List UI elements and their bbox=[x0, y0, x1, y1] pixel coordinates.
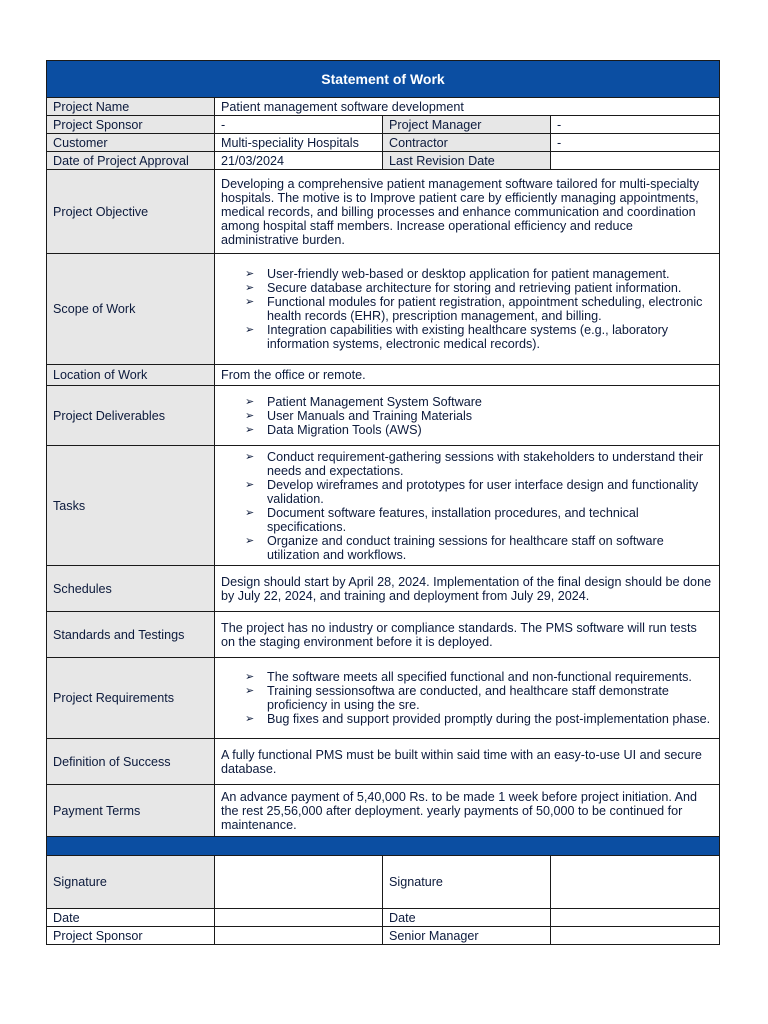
list-item: ➢ Patient Management System Software bbox=[267, 395, 713, 409]
document-title: Statement of Work bbox=[47, 61, 720, 98]
project-manager-label: Project Manager bbox=[383, 116, 551, 134]
objective-label: Project Objective bbox=[47, 170, 215, 254]
signature-field-right[interactable] bbox=[551, 856, 720, 909]
project-name-label: Project Name bbox=[47, 98, 215, 116]
tasks-label: Tasks bbox=[47, 446, 215, 566]
list-item: ➢ Document software features, installation procedures, and technical specifications. bbox=[267, 506, 713, 534]
date-label-right: Date bbox=[383, 909, 551, 927]
location-label: Location of Work bbox=[47, 365, 215, 386]
list-item: ➢ User-friendly web-based or desktop application for patient management. bbox=[267, 267, 713, 281]
date-label-left: Date bbox=[47, 909, 215, 927]
schedules-text: Design should start by April 28, 2024. Implementation of the final design should be done by July 22, 2024, and training and deployment from July 29, 2024. bbox=[215, 566, 720, 612]
standards-label: Standards and Testings bbox=[47, 612, 215, 658]
list-item: ➢ Data Migration Tools (AWS) bbox=[267, 423, 713, 437]
role-field-left[interactable] bbox=[215, 927, 383, 945]
list-item: ➢ Organize and conduct training sessions for healthcare staff on software utilization and workflows. bbox=[267, 534, 713, 562]
last-revision-label: Last Revision Date bbox=[383, 152, 551, 170]
contractor-value: - bbox=[551, 134, 720, 152]
signature-label-left: Signature bbox=[47, 856, 215, 909]
list-item: ➢ Functional modules for patient registration, appointment scheduling, electronic health records (EHR), prescription management, and billing. bbox=[267, 295, 713, 323]
last-revision-value bbox=[551, 152, 720, 170]
approval-date-value: 21/03/2024 bbox=[215, 152, 383, 170]
success-text: A fully functional PMS must be built within said time with an easy-to-use UI and secure database. bbox=[215, 739, 720, 785]
objective-text: Developing a comprehensive patient management software tailored for multi-specialty hospitals. The motive is to Improve patient care by efficiently managing appointments, medical records, and billing processes and enhance communication and coordination among hospital staff members. Increase operational efficiency and reduce administrative burden. bbox=[215, 170, 720, 254]
payment-label: Payment Terms bbox=[47, 785, 215, 837]
project-sponsor-value: - bbox=[215, 116, 383, 134]
project-manager-value: - bbox=[551, 116, 720, 134]
date-field-left[interactable] bbox=[215, 909, 383, 927]
project-name-value: Patient management software development bbox=[215, 98, 720, 116]
tasks-list bbox=[221, 450, 713, 562]
list-item: ➢ Conduct requirement-gathering sessions with stakeholders to understand their needs and expectations. bbox=[267, 450, 713, 478]
payment-text: An advance payment of 5,40,000 Rs. to be made 1 week before project initiation. And the rest 25,56,000 after deployment. yearly payments of 50,000 to be continued for maintenance. bbox=[215, 785, 720, 837]
customer-label: Customer bbox=[47, 134, 215, 152]
approval-date-label: Date of Project Approval bbox=[47, 152, 215, 170]
success-label: Definition of Success bbox=[47, 739, 215, 785]
list-item: ➢ Bug fixes and support provided promptly during the post-implementation phase. bbox=[267, 712, 713, 726]
statement-of-work-table bbox=[46, 60, 720, 945]
date-field-right[interactable] bbox=[551, 909, 720, 927]
role-label-right: Senior Manager bbox=[383, 927, 551, 945]
role-field-right[interactable] bbox=[551, 927, 720, 945]
deliverables-label: Project Deliverables bbox=[47, 386, 215, 446]
requirements-label: Project Requirements bbox=[47, 658, 215, 739]
customer-value: Multi-speciality Hospitals bbox=[215, 134, 383, 152]
list-item: ➢ Training sessionsoftwa are conducted, and healthcare staff demonstrate proficiency in using the sre. bbox=[267, 684, 713, 712]
section-divider-bar bbox=[47, 837, 720, 856]
schedules-label: Schedules bbox=[47, 566, 215, 612]
contractor-label: Contractor bbox=[383, 134, 551, 152]
deliverables-list bbox=[221, 395, 713, 437]
signature-field-left[interactable] bbox=[215, 856, 383, 909]
list-item: ➢ Integration capabilities with existing healthcare systems (e.g., laboratory information systems, electronic medical records). bbox=[267, 323, 713, 351]
standards-text: The project has no industry or compliance standards. The PMS software will run tests on the staging environment before it is deployed. bbox=[215, 612, 720, 658]
list-item: ➢ Develop wireframes and prototypes for user interface design and functionality validation. bbox=[267, 478, 713, 506]
location-value: From the office or remote. bbox=[215, 365, 720, 386]
scope-list bbox=[221, 267, 713, 351]
role-label-left: Project Sponsor bbox=[47, 927, 215, 945]
list-item: ➢ Secure database architecture for storing and retrieving patient information. bbox=[267, 281, 713, 295]
list-item: ➢ User Manuals and Training Materials bbox=[267, 409, 713, 423]
scope-label: Scope of Work bbox=[47, 254, 215, 365]
signature-label-right: Signature bbox=[383, 856, 551, 909]
list-item: ➢ The software meets all specified functional and non-functional requirements. bbox=[267, 670, 713, 684]
project-sponsor-label: Project Sponsor bbox=[47, 116, 215, 134]
requirements-list bbox=[221, 670, 713, 726]
